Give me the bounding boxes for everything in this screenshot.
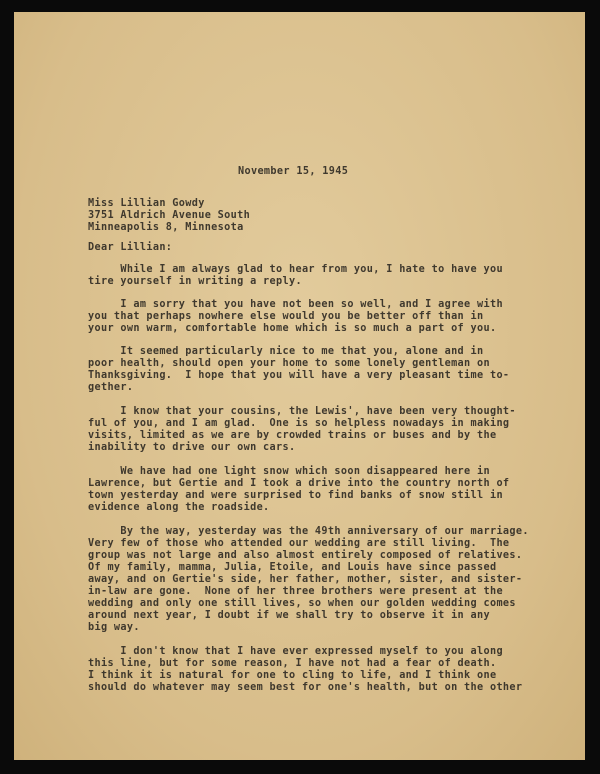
paragraph-5-line: We have had one light snow which soon disappeared here in xyxy=(88,466,490,477)
paragraph-2-line: I am sorry that you have not been so well, and I agree with xyxy=(88,299,503,310)
paragraph-2-line: your own warm, comfortable home which is so much a part of you. xyxy=(88,323,497,334)
paragraph-6-line: By the way, yesterday was the 49th anniversary of our marriage. xyxy=(88,526,529,537)
recipient-city: Minneapolis 8, Minnesota xyxy=(88,222,244,233)
paragraph-6-line: Of my family, mamma, Julia, Etoile, and Louis have since passed xyxy=(88,562,497,573)
paragraph-3-line: gether. xyxy=(88,382,134,393)
paragraph-4-line: I know that your cousins, the Lewis', have been very thought- xyxy=(88,406,516,417)
paragraph-1-line: While I am always glad to hear from you, I hate to have you xyxy=(88,264,503,275)
letter-date: November 15, 1945 xyxy=(238,166,349,177)
recipient-street: 3751 Aldrich Avenue South xyxy=(88,210,251,221)
paragraph-7-line: this line, but for some reason, I have not had a fear of death. xyxy=(88,658,497,669)
letter-page xyxy=(14,12,585,760)
paragraph-6-line: group was not large and also almost entirely composed of relatives. xyxy=(88,550,523,561)
paragraph-7-line: should do whatever may seem best for one's health, but on the other xyxy=(88,682,523,693)
paragraph-6-line: in-law are gone. None of her three brothers were present at the xyxy=(88,586,503,597)
paragraph-5-line: town yesterday and were surprised to find banks of snow still in xyxy=(88,490,503,501)
paragraph-5-line: Lawrence, but Gertie and I took a drive into the country north of xyxy=(88,478,510,489)
paragraph-6-line: Very few of those who attended our wedding are still living. The xyxy=(88,538,510,549)
paragraph-3-line: poor health, should open your home to some lonely gentleman on xyxy=(88,358,490,369)
paragraph-6-line: away, and on Gertie's side, her father, mother, sister, and sister- xyxy=(88,574,523,585)
paragraph-1-line: tire yourself in writing a reply. xyxy=(88,276,302,287)
paragraph-4-line: inability to drive our own cars. xyxy=(88,442,296,453)
paragraph-4-line: visits, limited as we are by crowded trains or buses and by the xyxy=(88,430,497,441)
paragraph-6-line: big way. xyxy=(88,622,140,633)
paragraph-7-line: I don't know that I have ever expressed myself to you along xyxy=(88,646,503,657)
recipient-name: Miss Lillian Gowdy xyxy=(88,198,205,209)
paragraph-6-line: around next year, I doubt if we shall try to observe it in any xyxy=(88,610,490,621)
paragraph-5-line: evidence along the roadside. xyxy=(88,502,270,513)
paragraph-3-line: It seemed particularly nice to me that you, alone and in xyxy=(88,346,484,357)
paragraph-3-line: Thanksgiving. I hope that you will have a very pleasant time to- xyxy=(88,370,510,381)
paragraph-4-line: ful of you, and I am glad. One is so helpless nowadays in making xyxy=(88,418,510,429)
paragraph-6-line: wedding and only one still lives, so when our golden wedding comes xyxy=(88,598,516,609)
paragraph-7-line: I think it is natural for one to cling to life, and I think one xyxy=(88,670,497,681)
paragraph-2-line: you that perhaps nowhere else would you be better off than in xyxy=(88,311,484,322)
salutation: Dear Lillian: xyxy=(88,242,173,253)
